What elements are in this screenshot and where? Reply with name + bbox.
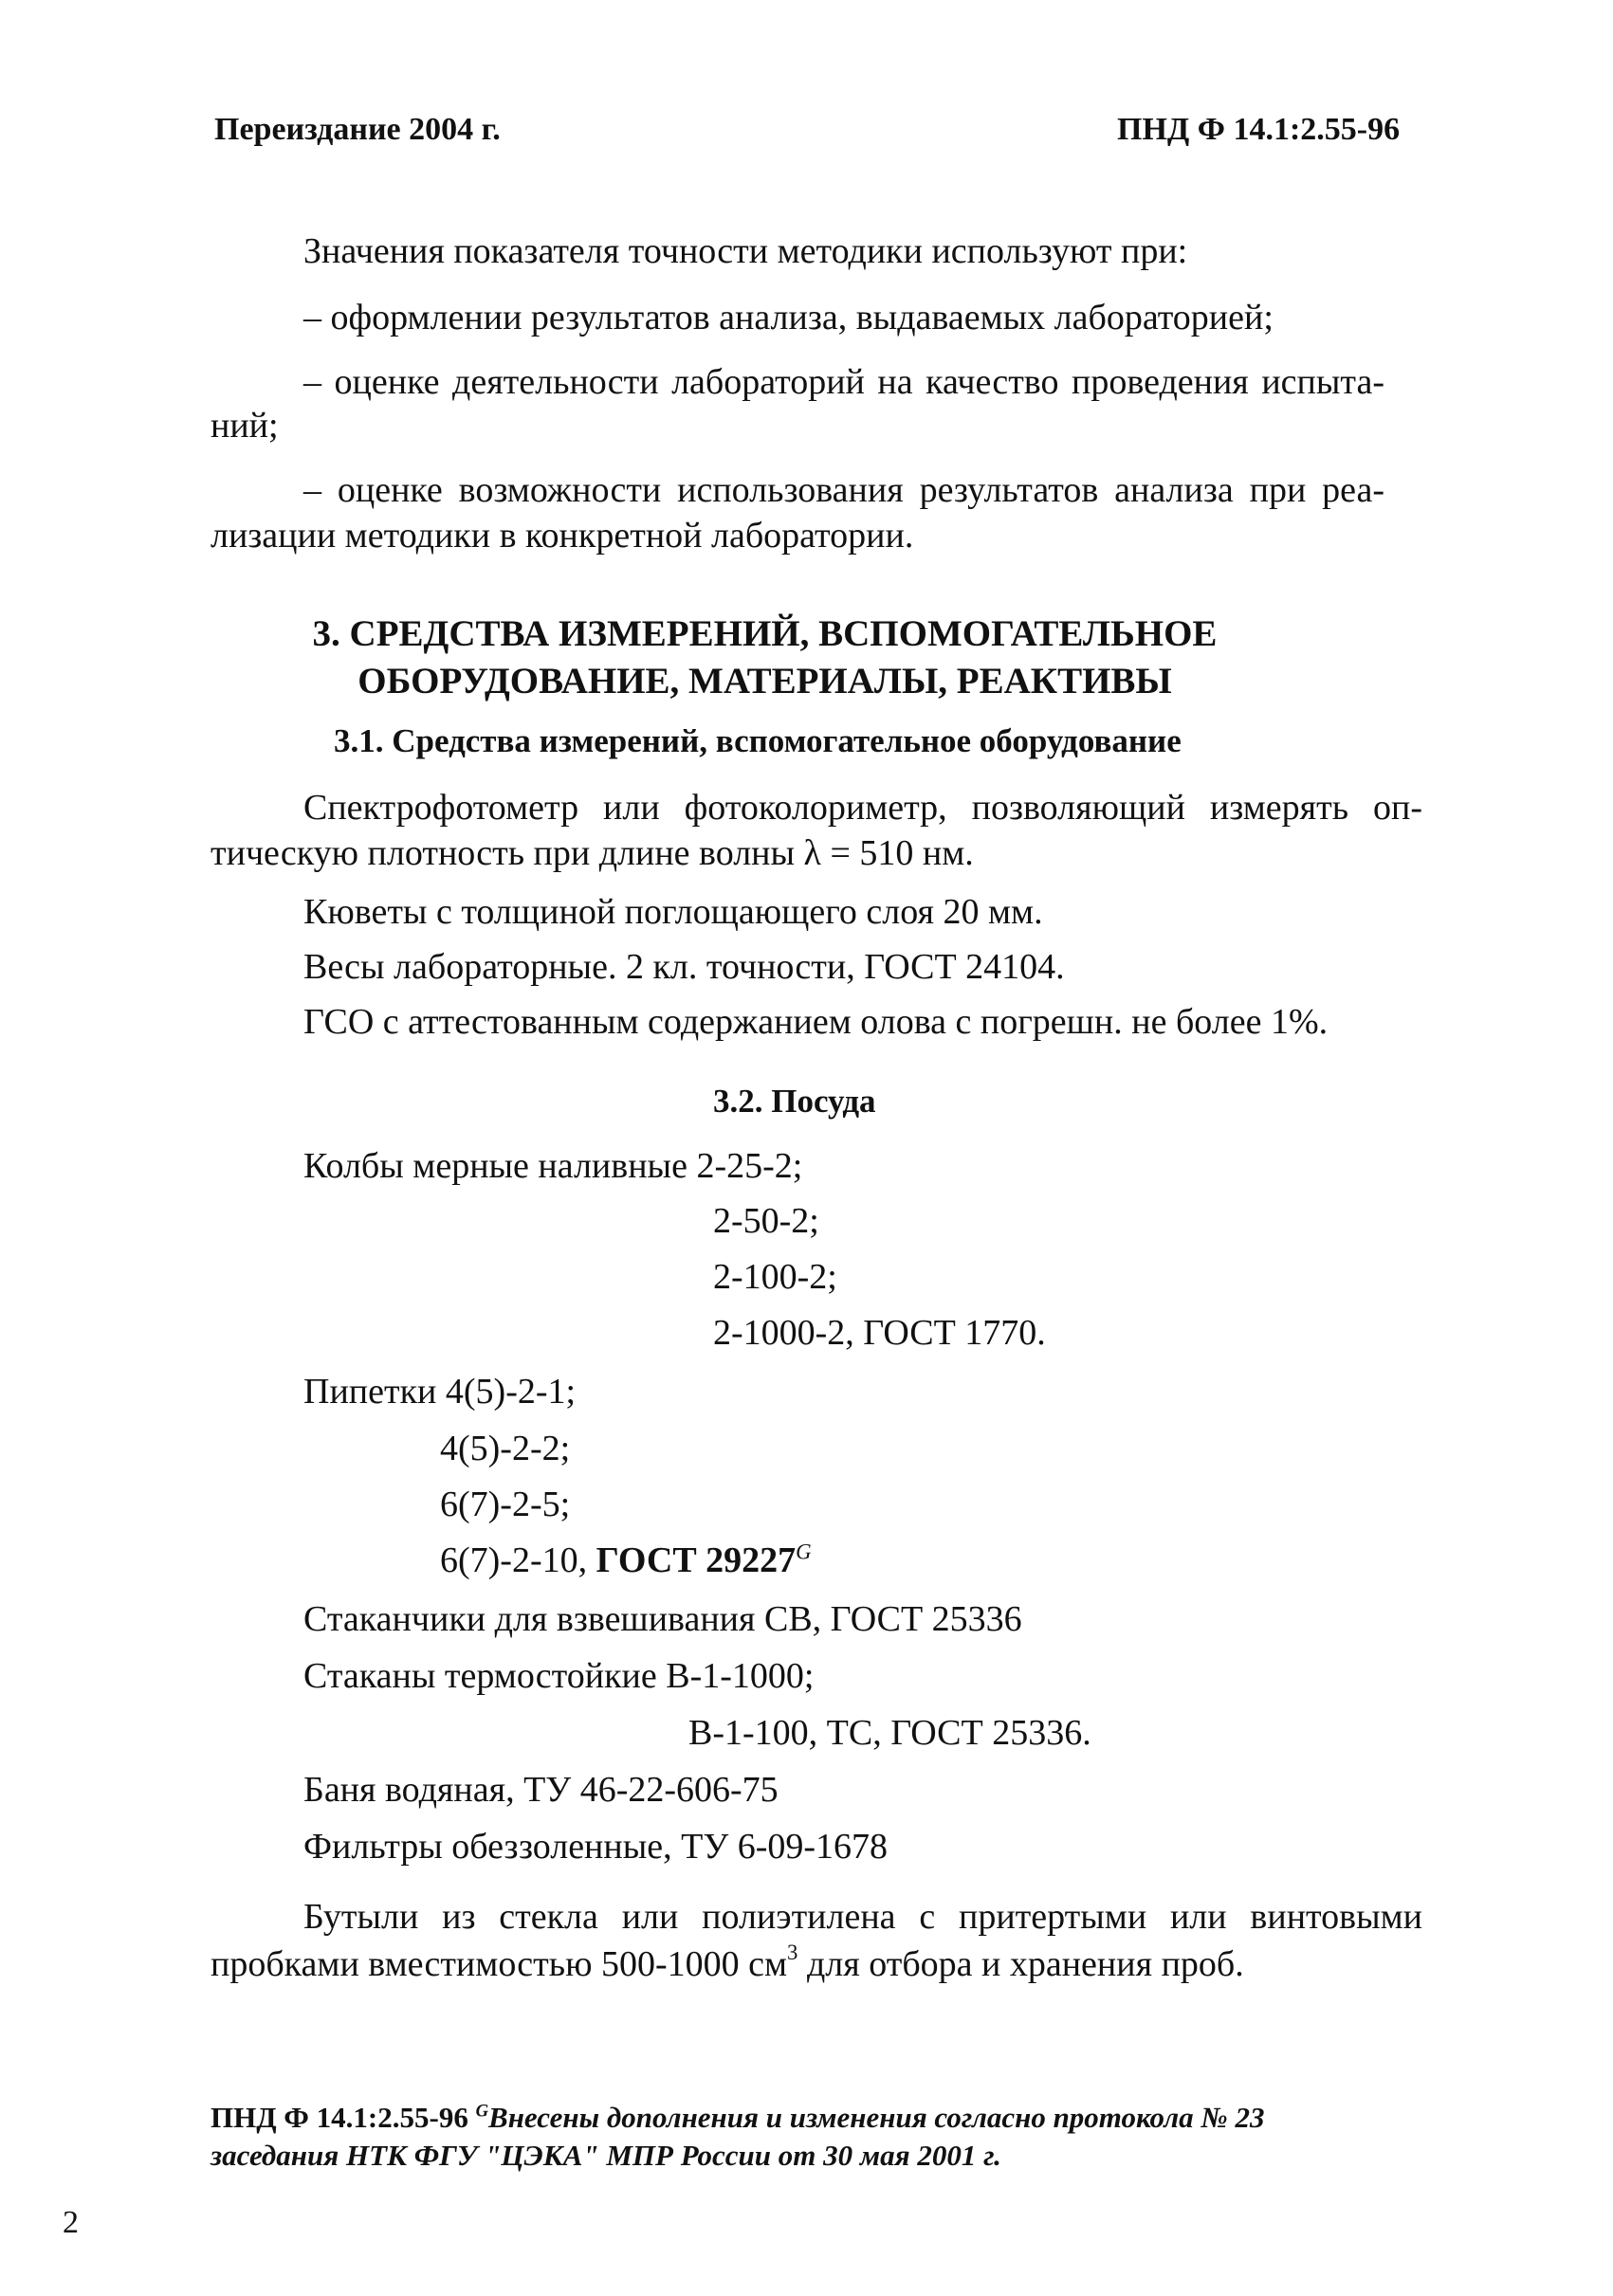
intro-item-3-line-1: – оценке возможности использования результатов анализа при реа- <box>303 470 1384 510</box>
section-3-title-line-2: ОБОРУДОВАНИЕ, МАТЕРИАЛЫ, РЕАКТИВЫ <box>357 661 1172 702</box>
bottles-line-1: Бутыли из стекла или полиэтилена с притертыми или винтовыми <box>303 1897 1422 1937</box>
pipette-item-last-plain: 6(7)-2-10, <box>440 1540 588 1580</box>
instrument-spectrophotometer-line-2: тическую плотность при длине волны λ = 510 нм. <box>211 833 974 873</box>
header-document-code: ПНД Ф 14.1:2.55-96 <box>1117 112 1401 147</box>
flask-item: 2-50-2; <box>713 1201 819 1241</box>
flask-item: 2-100-2; <box>713 1257 837 1297</box>
amendment-mark-icon: G <box>796 1540 812 1564</box>
instrument-cuvettes: Кюветы с толщиной поглощающего слоя 20 мм. <box>303 892 1043 932</box>
heat-resistant-glasses-line-2: В-1-100, ТС, ГОСТ 25336. <box>688 1713 1091 1753</box>
heat-resistant-glasses-line-1: Стаканы термостойкие В-1-1000; <box>303 1656 815 1696</box>
section-3-1-title: 3.1. Средства измерений, вспомогательное оборудование <box>334 722 1182 759</box>
cubic-superscript: 3 <box>787 1940 798 1964</box>
footer-note-line-1 <box>211 2101 1265 2135</box>
pipette-gost-reference: ГОСТ 29227 <box>596 1540 797 1580</box>
footer-amendment-mark-icon: G <box>475 2101 489 2122</box>
flasks-label: Колбы мерные наливные 2-25-2; <box>303 1146 803 1186</box>
intro-item-3-line-2: лизации методики в конкретной лаборатории. <box>211 516 914 556</box>
intro-item-1: – оформлении результатов анализа, выдаваемых лабораторией; <box>303 298 1274 337</box>
bottles-line-2-text: пробками вместимостью 500-1000 см <box>211 1944 788 1984</box>
header-reissue: Переиздание 2004 г. <box>214 112 501 147</box>
weighing-cups: Стаканчики для взвешивания СВ, ГОСТ 25336 <box>303 1599 1022 1639</box>
bottles-line-2 <box>211 1940 1244 1985</box>
footer-note-text: Внесены дополнения и изменения согласно протокола № 23 <box>488 2101 1265 2134</box>
intro-item-2-line-1: – оценке деятельности лабораторий на качество проведения испыта- <box>303 362 1384 402</box>
footer-note-line-2: заседания НТК ФГУ "ЦЭКА" МПР России от 30 мая 2001 г. <box>211 2139 1001 2172</box>
instrument-scales: Весы лабораторные. 2 кл. точности, ГОСТ 24104. <box>303 947 1065 987</box>
instrument-reference-sample: ГСО с аттестованным содержанием олова с погрешн. не более 1%. <box>303 1002 1329 1042</box>
flask-item: 2-1000-2, ГОСТ 1770. <box>713 1313 1046 1353</box>
bottles-line-2-tail: для отбора и хранения проб. <box>797 1944 1244 1984</box>
intro-lead: Значения показателя точности методики используют при: <box>303 231 1188 271</box>
pipette-item: 6(7)-2-5; <box>440 1485 571 1524</box>
intro-item-2-line-2: ний; <box>211 406 279 446</box>
water-bath: Баня водяная, ТУ 46-22-606-75 <box>303 1770 779 1810</box>
pipette-item: 4(5)-2-2; <box>440 1429 571 1468</box>
instrument-spectrophotometer-line-1: Спектрофотометр или фотоколориметр, позволяющий измерять оп- <box>303 788 1422 828</box>
section-3-title-line-1: 3. СРЕДСТВА ИЗМЕРЕНИЙ, ВСПОМОГАТЕЛЬНОЕ <box>312 613 1218 654</box>
pipettes-label: Пипетки 4(5)-2-1; <box>303 1372 577 1412</box>
section-3-2-title: 3.2. Посуда <box>713 1083 876 1120</box>
pipette-item-last <box>440 1540 812 1581</box>
ashless-filters: Фильтры обеззоленные, ТУ 6-09-1678 <box>303 1827 889 1867</box>
footer-document-code: ПНД Ф 14.1:2.55-96 <box>211 2101 468 2134</box>
page-number: 2 <box>63 2205 79 2240</box>
